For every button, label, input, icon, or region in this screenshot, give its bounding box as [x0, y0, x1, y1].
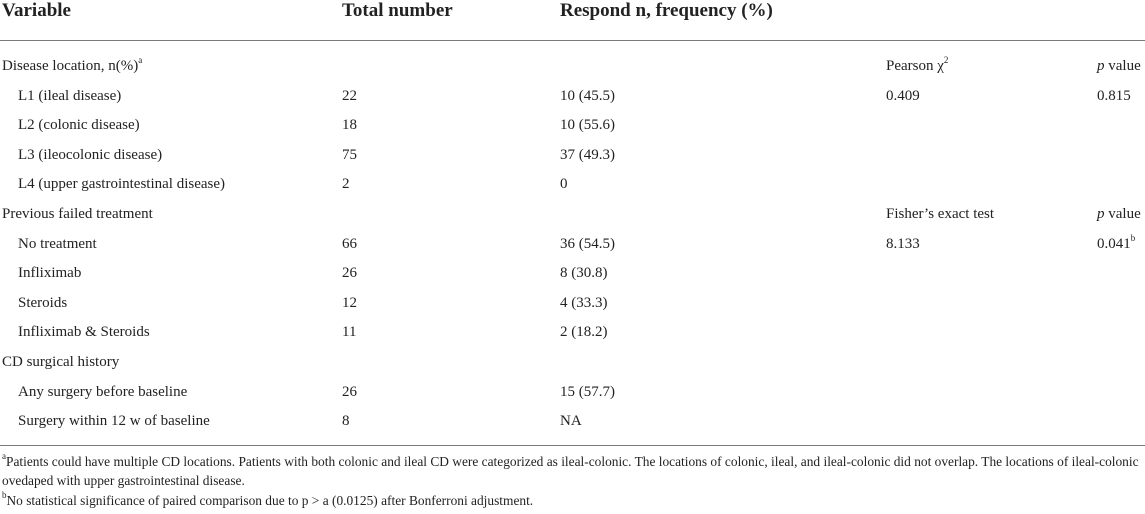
p-value-cell	[1097, 205, 1141, 223]
statistic-cell	[886, 87, 920, 105]
header-respond-frequency: Respond n, frequency (%)	[560, 0, 773, 21]
p-value-cell	[1097, 57, 1141, 75]
p-value-text: 0.041	[1097, 235, 1131, 252]
row-label	[2, 353, 119, 371]
footer-divider	[0, 445, 1145, 446]
row-label-text: Surgery within 12 w of baseline	[18, 413, 210, 430]
total-number-cell: 26	[342, 265, 357, 282]
row-label-text: L1 (ileal disease)	[18, 87, 122, 104]
row-label-text: Steroids	[18, 294, 68, 311]
row-label	[2, 205, 153, 223]
p-value-cell	[1097, 87, 1131, 105]
row-label-text: Disease location, n(%)	[2, 58, 139, 74]
respond-frequency-cell: 10 (45.5)	[560, 87, 615, 104]
row-label-text: CD surgical history	[2, 354, 120, 370]
statistic-text: 0.409	[886, 87, 920, 104]
p-value-text: 0.815	[1097, 87, 1131, 104]
total-number-cell: 26	[342, 383, 357, 400]
table-row	[0, 407, 1145, 436]
statistic-text: 8.133	[886, 235, 920, 252]
row-label-text: L4 (upper gastrointestinal disease)	[18, 176, 226, 193]
row-label	[18, 323, 150, 341]
footnote-a-text: Patients could have multiple CD locations. Patients with both colonic and ileal CD were categorized as ileal-colonic. The locations of colonic, ileal, and ileal-colonic did not overlap. The locations of ileal-colonic ovedaped with upper gastrointestinal disease.	[2, 454, 1139, 488]
header-divider	[0, 40, 1145, 41]
p-symbol: p	[1097, 58, 1105, 74]
table-row	[0, 259, 1145, 288]
footnote-marker: b	[1130, 232, 1136, 243]
header-total-number: Total number	[342, 0, 453, 21]
table-row	[0, 318, 1145, 347]
table-row	[0, 348, 1145, 377]
table-row	[0, 111, 1145, 140]
total-number-cell: 12	[342, 294, 357, 311]
respond-frequency-cell: 36 (54.5)	[560, 235, 615, 252]
row-label	[18, 175, 225, 193]
row-label-text: L2 (colonic disease)	[18, 117, 140, 134]
footnote-a	[2, 452, 1142, 490]
row-label	[18, 146, 162, 164]
row-label	[18, 116, 140, 134]
row-label-text: Infliximab & Steroids	[18, 324, 150, 341]
table-row	[0, 141, 1145, 170]
table-row	[0, 289, 1145, 318]
row-label	[18, 383, 187, 401]
table-row	[0, 378, 1145, 407]
row-label-text: Infliximab	[18, 265, 82, 282]
respond-frequency-cell: 15 (57.7)	[560, 383, 615, 400]
row-label	[18, 87, 121, 105]
p-value-cell	[1097, 232, 1136, 253]
respond-frequency-cell: 0	[560, 176, 568, 193]
row-label	[18, 264, 81, 282]
row-label	[18, 294, 67, 312]
table-row	[0, 82, 1145, 111]
statistic-text: Pearson χ	[886, 58, 944, 74]
footnote-b-text: No statistical significance of paired comparison due to p > a (0.0125) after Bonferroni adjustment.	[6, 493, 534, 508]
total-number-cell: 66	[342, 235, 357, 252]
statistic-cell	[886, 205, 994, 223]
total-number-cell: 22	[342, 87, 357, 104]
p-symbol: p	[1097, 206, 1105, 222]
row-label-text: No treatment	[18, 235, 97, 252]
statistic-text: Fisher’s exact test	[886, 206, 995, 222]
total-number-cell: 18	[342, 117, 357, 134]
statistic-cell	[886, 57, 948, 75]
total-number-cell: 75	[342, 146, 357, 163]
row-label-text: L3 (ileocolonic disease)	[18, 146, 163, 163]
respond-frequency-cell: 37 (49.3)	[560, 146, 615, 163]
total-number-cell: 11	[342, 324, 357, 341]
p-value-text: value	[1104, 58, 1141, 74]
footnote-b	[2, 491, 1142, 510]
respond-frequency-cell: 2 (18.2)	[560, 324, 608, 341]
footnote-a-mark: a	[2, 451, 6, 461]
header-variable: Variable	[2, 0, 71, 21]
total-number-cell: 8	[342, 413, 350, 430]
respond-frequency-cell: NA	[560, 413, 582, 430]
respond-frequency-cell: 8 (30.8)	[560, 265, 608, 282]
row-label	[2, 57, 142, 75]
table-row	[0, 230, 1145, 259]
statistic-cell	[886, 235, 920, 253]
p-value-text: value	[1104, 206, 1141, 222]
statistic-superscript: 2	[943, 55, 949, 65]
row-label-text: Any surgery before baseline	[18, 383, 188, 400]
footnote-marker: a	[138, 55, 143, 65]
row-label	[18, 412, 210, 430]
total-number-cell: 2	[342, 176, 350, 193]
row-label-text: Previous failed treatment	[2, 206, 153, 222]
row-label	[18, 235, 97, 253]
table-row	[0, 200, 1145, 229]
respond-frequency-cell: 10 (55.6)	[560, 117, 615, 134]
table-row	[0, 170, 1145, 199]
table-row	[0, 52, 1145, 81]
footnote-b-mark: b	[2, 490, 7, 500]
respond-frequency-cell: 4 (33.3)	[560, 294, 608, 311]
